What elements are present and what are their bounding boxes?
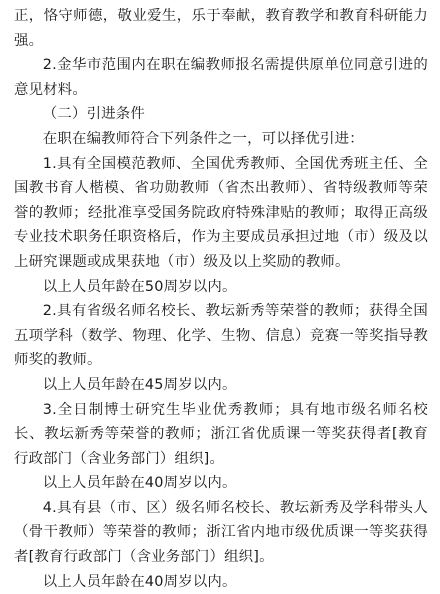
section-heading-conditions: （二）引进条件 <box>42 106 145 123</box>
paragraph-condition-1: 1.具有全国模范教师、全国优秀教师、全国优秀班主任、全国教书育人楷模、省功勋教师（省杰出教师）、省特级教师等荣誉的教师；经批准享受国务院政府特殊津贴的教师；取得正高级专业技术职务任职资格后，作为主要成员承担过地（市）级及以上研究课题或成果获地（市）级及以上奖励的教师。 <box>14 155 428 270</box>
paragraph-conditions-intro: 在职在编教师符合下列条件之一，可以择优引进： <box>42 130 364 147</box>
paragraph-condition-3: 3.全日制博士研究生毕业优秀教师；具有地市级名师名校长、教坛新秀等荣誉的教师；浙江省优质课一等奖获得者[教育行政部门（含业务部门）组织]。 <box>14 401 428 467</box>
paragraph-condition-4: 4.具有县（市、区）级名师名校长、教坛新秀及学科带头人（骨干教师）等荣誉的教师；浙江省内地市级优质课一等奖获得者[教育行政部门（含业务部门）组织]。 <box>14 499 428 566</box>
paragraph-age-limit-1: 以上人员年龄在50周岁以内。 <box>42 278 237 295</box>
paragraph-continuation: 正，恪守师德，敬业爱生，乐于奉献，教育教学和教育科研能力强。 <box>14 8 428 49</box>
paragraph-age-limit-4: 以上人员年龄在40周岁以内。 <box>42 573 237 590</box>
paragraph-age-limit-2: 以上人员年龄在45周岁以内。 <box>42 376 237 393</box>
paragraph-item-2-requirement: 2.金华市范围内在职在编教师报名需提供原单位同意引进的意见材料。 <box>14 57 428 98</box>
paragraph-condition-2: 2.具有省级名师名校长、教坛新秀等荣誉的教师；获得全国五项学科（数学、物理、化学、生物、信息）竞赛一等奖指导教师奖的教师。 <box>14 303 428 369</box>
paragraph-age-limit-3: 以上人员年龄在40周岁以内。 <box>42 475 237 492</box>
